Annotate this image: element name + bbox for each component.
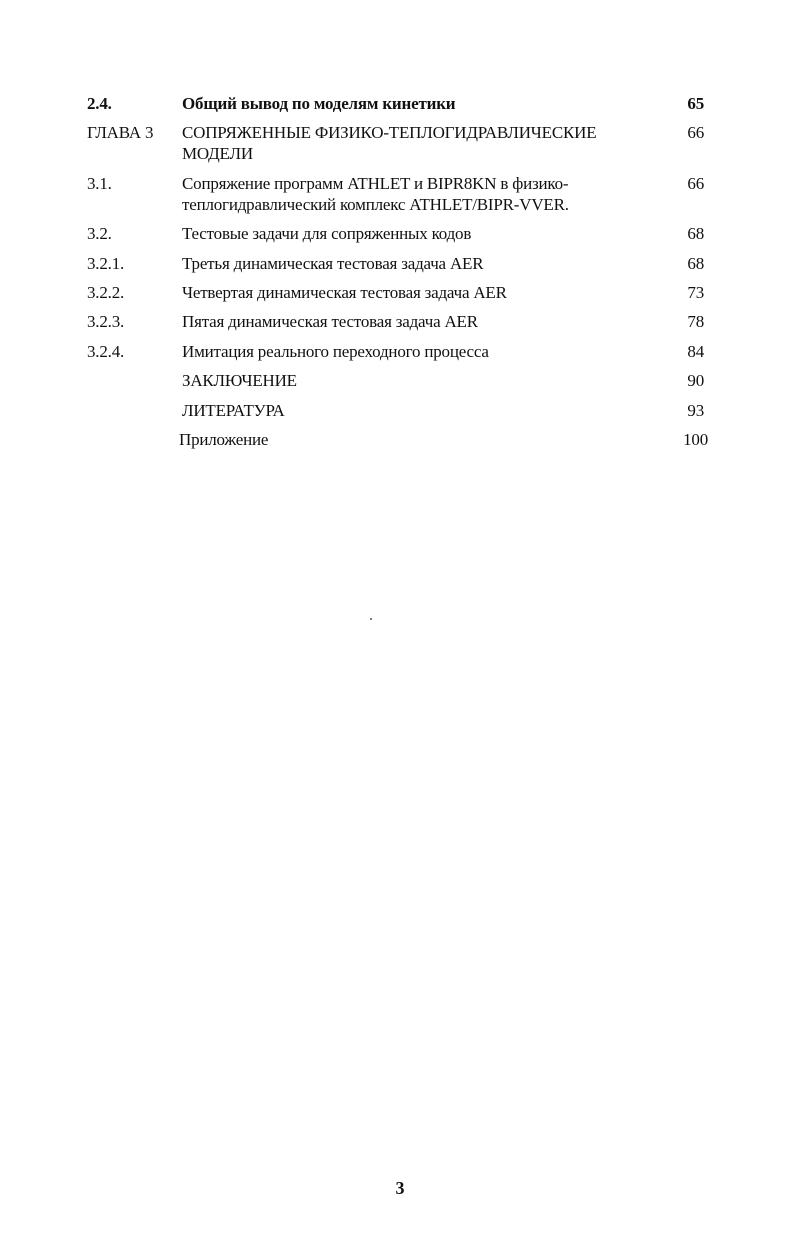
toc-entry-number: 3.2.3. xyxy=(87,312,125,331)
toc-entry-page: 66 xyxy=(687,123,704,142)
toc-entry-title: ЛИТЕРАТУРА xyxy=(182,401,285,420)
toc-entry-number: 3.2. xyxy=(87,224,112,243)
page-number: 3 xyxy=(395,1178,405,1198)
toc-entry-title: Тестовые задачи для сопряженных кодов xyxy=(182,224,472,243)
toc-entry-number: ГЛАВА 3 xyxy=(87,123,154,142)
toc-entry-title: Общий вывод по моделям кинетики xyxy=(182,94,456,113)
toc-entry-page: 84 xyxy=(687,342,704,361)
toc-entry-page: 66 xyxy=(687,174,704,193)
toc-entry-title: Четвертая динамическая тестовая задача AER xyxy=(182,283,507,302)
toc-entry-page: 100 xyxy=(683,430,708,449)
toc-entry-title: ЗАКЛЮЧЕНИЕ xyxy=(182,371,297,390)
scan-speck xyxy=(370,618,372,620)
toc-entry-page: 68 xyxy=(687,254,704,273)
toc-entry-title: Пятая динамическая тестовая задача AER xyxy=(182,312,478,331)
toc-entry-number: 2.4. xyxy=(87,94,112,113)
toc-entry-page: 65 xyxy=(687,94,704,113)
toc-entry-title: Приложение xyxy=(179,430,269,449)
toc-entry-number: 3.2.1. xyxy=(87,254,125,273)
toc-entry-page: 90 xyxy=(687,371,704,390)
toc-entry-title: Третья динамическая тестовая задача AER xyxy=(182,254,484,273)
toc-entry-page: 78 xyxy=(687,312,704,331)
toc-entry-title: Имитация реального переходного процесса xyxy=(182,342,489,361)
toc-entry-number: 3.2.2. xyxy=(87,283,125,302)
toc-entry-title: Сопряжение программ ATHLET и BIPR8KN в физико- теплогидравлический комплекс ATHLET/BIPR-VVER. xyxy=(182,174,569,214)
toc-entry-title: СОПРЯЖЕННЫЕ ФИЗИКО-ТЕПЛОГИДРАВЛИЧЕСКИЕ МОДЕЛИ xyxy=(182,123,597,163)
toc-entry-number: 3.2.4. xyxy=(87,342,125,361)
toc-entry-page: 93 xyxy=(687,401,704,420)
toc-entry-page: 68 xyxy=(687,224,704,243)
toc-entry-page: 73 xyxy=(687,283,704,302)
toc-entry-number: 3.1. xyxy=(87,174,112,193)
